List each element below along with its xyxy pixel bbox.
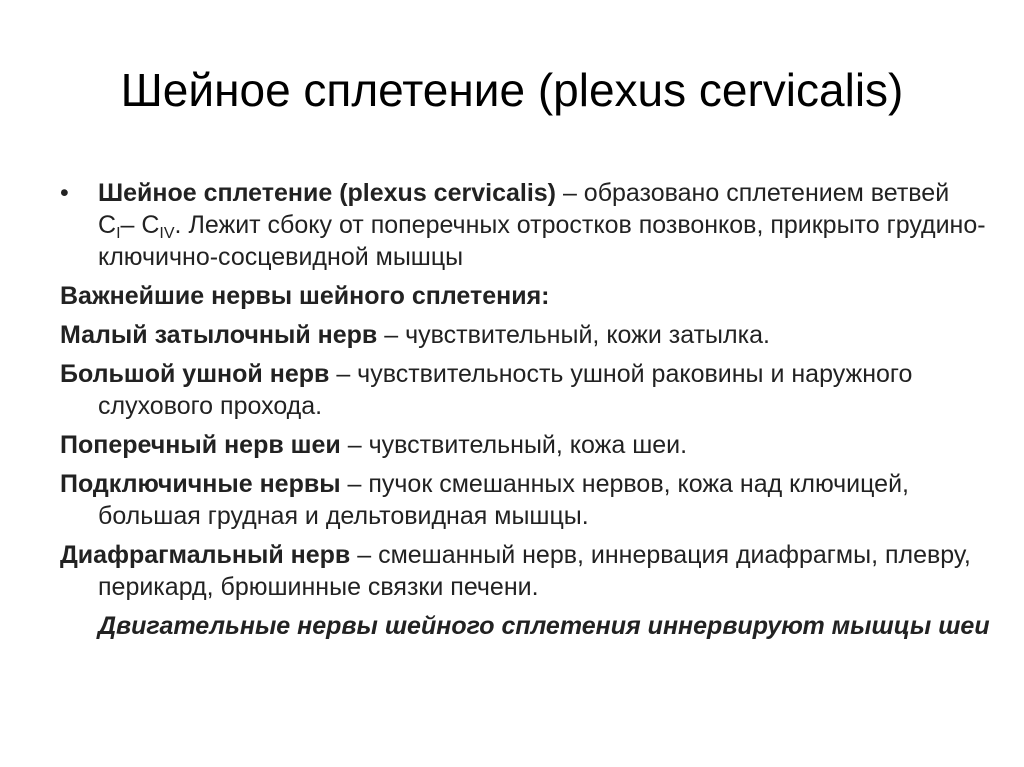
nerve-item (60, 539, 990, 603)
nerve-item (60, 319, 990, 351)
plexus-sub-2: IV (159, 225, 175, 242)
plexus-sub-1: I (116, 225, 121, 242)
nerve-desc: – чувствительный, кожа шеи. (340, 431, 688, 459)
motor-note: Двигательные нервы шейного сплетения иннервируют мышцы шеи (98, 612, 990, 640)
nerve-name: Поперечный нерв шеи (60, 431, 341, 459)
nerve-name: Большой ушной нерв (60, 360, 330, 388)
nerve-name: Малый затылочный нерв (60, 321, 378, 349)
plexus-text-1: – образовано сплетением ветвей С (98, 179, 950, 239)
bullet-paragraph (60, 177, 990, 273)
nerve-item (60, 468, 990, 532)
nerve-name: Диафрагмальный нерв (60, 541, 351, 569)
slide-content (60, 177, 990, 649)
section-heading-text: Важнейшие нервы шейного сплетения: (60, 282, 550, 310)
nerve-desc: – чувствительный, кожи затылка. (377, 321, 770, 349)
nerve-item (60, 429, 990, 461)
nerve-name: Подключичные нервы (60, 470, 341, 498)
nerve-desc: – пучок смешанных нервов, кожа над ключицей, большая грудная и дельтовидная мышцы. (98, 470, 909, 530)
slide-title: Шейное сплетение (plexus cervicalis) (120, 64, 904, 116)
plexus-text-3: . Лежит сбоку от поперечных отростков позвонков, прикрыто грудино-ключично-сосцевидной мышцы (98, 211, 986, 271)
nerve-item (60, 358, 990, 422)
section-heading (60, 280, 990, 312)
plexus-term: Шейное сплетение (plexus cervicalis) (98, 179, 556, 207)
plexus-text-2: – С (120, 211, 160, 239)
nerve-desc: – смешанный нерв, иннервация диафрагмы, плевру, перикард, брюшинные связки печени. (98, 541, 971, 601)
nerve-desc: – чувствительность ушной раковины и наружного слухового прохода. (98, 360, 913, 420)
bullet-icon: • (60, 179, 69, 207)
